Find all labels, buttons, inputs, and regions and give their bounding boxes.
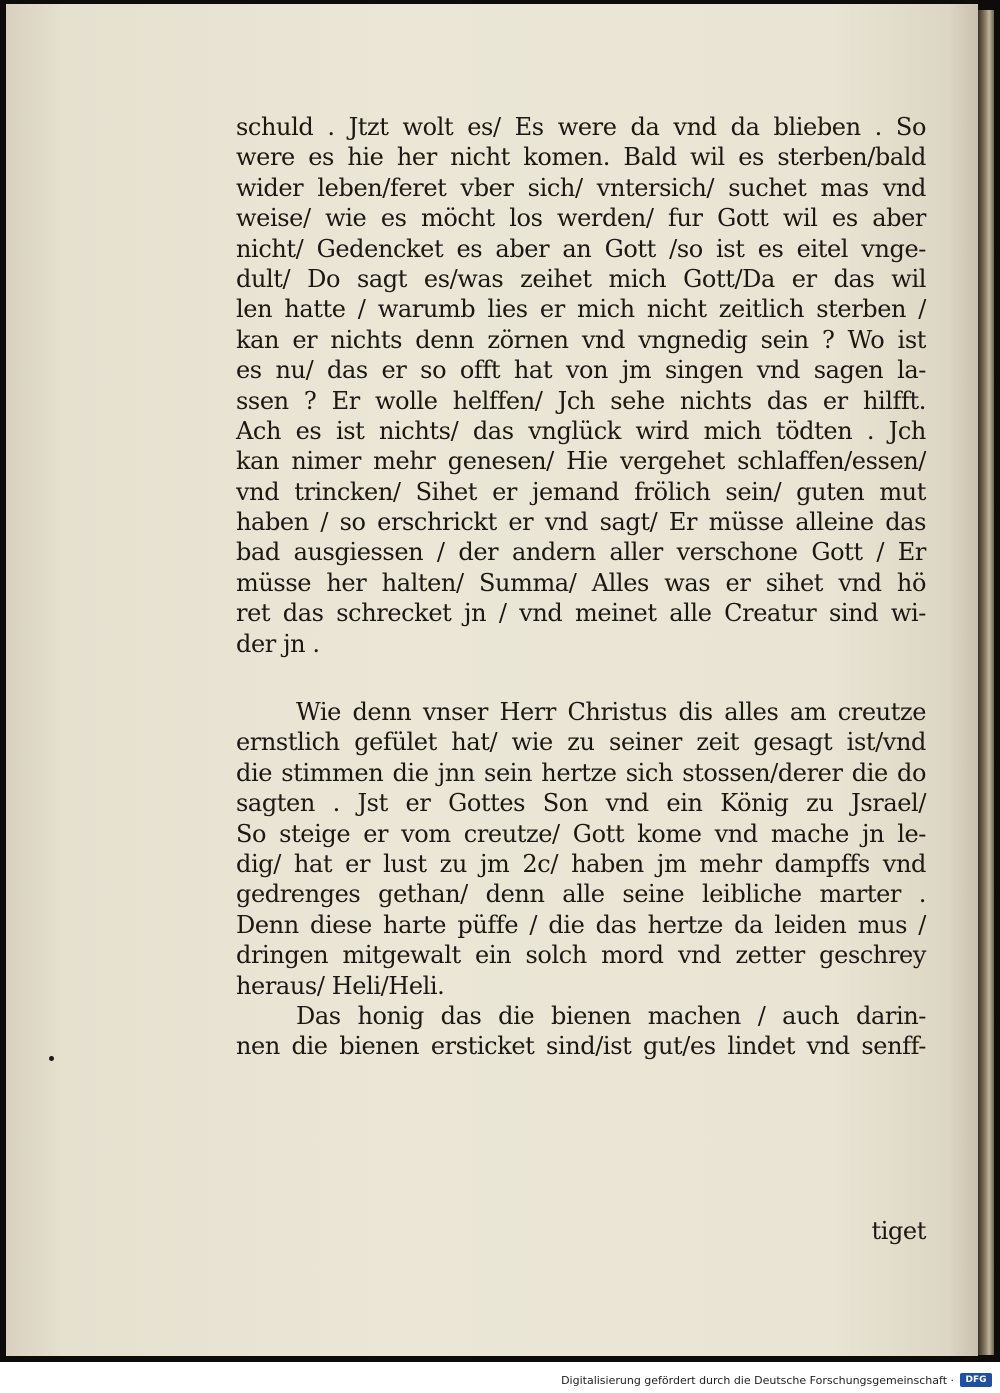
text-line: nen die bienen ersticket sind/ist gut/es lindet vnd senff-: [236, 1032, 926, 1061]
text-line: ssen ? Er wolle helffen/ Jch sehe nichts das er hilfft.: [236, 386, 926, 415]
text-line: ret das schrecket jn / vnd meinet alle Creatur sind wi-: [236, 599, 926, 628]
text-line: len hatte / warumb lies er mich nicht zeitlich sterben /: [236, 295, 926, 324]
text-line: Das honig das die bienen machen / auch darin-: [296, 1001, 926, 1030]
text-line: dig/ hat er lust zu jm 2c/ haben jm mehr dampffs vnd: [236, 849, 926, 878]
footer-bar: [0, 1362, 1000, 1393]
text-line: Denn diese harte püffe / die das hertze da leiden mus /: [236, 910, 926, 939]
text-line: es nu/ das er so offt hat von jm singen vnd sagen la-: [236, 356, 926, 385]
text-line: nicht/ Gedencket es aber an Gott /so ist es eitel vnge-: [236, 234, 926, 263]
text-line: ernstlich gefület hat/ wie zu seiner zeit gesagt ist/vnd: [236, 728, 926, 757]
margin-ink-dot: [49, 1056, 54, 1061]
paragraph-3: [236, 1001, 926, 1062]
text-line: Wie denn vnser Herr Christus dis alles am creutze: [296, 698, 926, 727]
catchword: tiget: [871, 1217, 926, 1245]
text-line: sagten . Jst er Gottes Son vnd ein König zu Jsrael/: [236, 789, 926, 818]
text-block: [236, 112, 926, 1245]
text-line: dringen mitgewalt ein solch mord vnd zetter geschrey: [236, 941, 926, 970]
page-edge-shadow: [978, 10, 994, 1355]
text-line: heraus/ Heli/Heli.: [236, 971, 445, 1000]
text-line: schuld . Jtzt wolt es/ Es were da vnd da blieben . So: [236, 113, 926, 141]
footer-credit: Digitalisierung gefördert durch die Deutsche Forschungsgemeinschaft ·: [561, 1374, 954, 1387]
text-line: kan nimer mehr genesen/ Hie vergehet schlaffen/essen/: [236, 447, 926, 476]
text-line: Ach es ist nichts/ das vnglück wird mich tödten . Jch: [236, 416, 926, 445]
text-line: wider leben/feret vber sich/ vntersich/ suchet mas vnd: [236, 173, 926, 202]
text-line: die stimmen die jnn sein hertze sich stossen/derer die do: [236, 758, 926, 787]
text-line: bad ausgiessen / der andern aller verschone Gott / Er: [236, 538, 926, 567]
text-line: haben / so erschrickt er vnd sagt/ Er müsse alleine das: [236, 508, 926, 537]
text-line: der jn .: [236, 629, 320, 658]
text-line: kan er nichts denn zörnen vnd vngnedig sein ? Wo ist: [236, 325, 926, 354]
paragraph-gap: [236, 659, 926, 697]
text-line: were es hie her nicht komen. Bald wil es sterben/bald: [236, 143, 926, 172]
text-line: So steige er vom creutze/ Gott kome vnd mache jn le-: [236, 819, 926, 848]
text-line: dult/ Do sagt es/was zeihet mich Gott/Da er das wil: [236, 264, 926, 293]
paragraph-2: [236, 697, 926, 1001]
text-line: weise/ wie es möcht los werden/ fur Gott wil es aber: [236, 204, 926, 233]
text-line: gedrenges gethan/ denn alle seine leibliche marter .: [236, 880, 926, 909]
dfg-logo: DFG: [960, 1373, 992, 1387]
paragraph-1: [236, 112, 926, 659]
text-line: vnd trincken/ Sihet er jemand frölich sein/ guten mut: [236, 477, 926, 506]
text-line: müsse her halten/ Summa/ Alles was er sihet vnd hö: [236, 568, 926, 597]
